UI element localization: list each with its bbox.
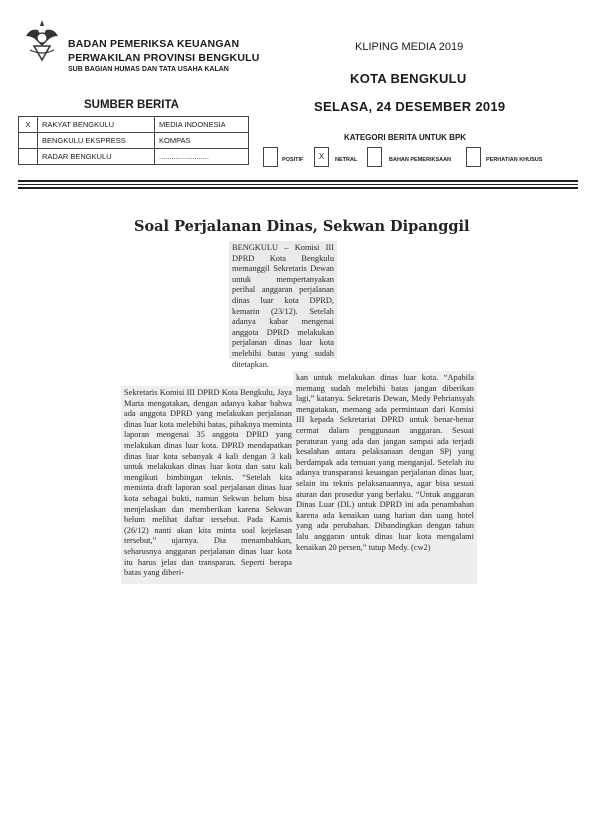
org-name-line1: BADAN PEMERIKSA KEUANGAN <box>68 38 240 50</box>
source-name: ........................ <box>155 149 249 165</box>
source-row <box>19 149 249 165</box>
category-label: PERHATIAN KHUSUS <box>486 157 543 163</box>
category-heading: KATEGORI BERITA UNTUK BPK <box>344 133 467 142</box>
clipping-date: SELASA, 24 DESEMBER 2019 <box>314 99 506 114</box>
article-column-2: kan untuk melakukan dinas luar kota. “Apabila memang sudah melebihi batas jangan diberikan lagi,” katanya. Sekretaris Dewan, Medy Pebriansyah mengatakan, memang ada permintaan dari Komisi III kepada Sekretariat DPRD untuk benar-benar cermat dalam penggunaan anggaran. Sesuai peraturan yang ada dan jangan sampai ada terjadi kesalahan antara pelaksanaan dengan SPj yang berdampak ada temuan yang menganjal. Setelah itu adanya transparansi keuangan perjalanan dinas luar, selain itu teknis pelaksanaannya, agar bisa sesuai aturan dan prosedur yang berlaku. “Untuk anggaran Dinas Luar (DL) untuk DPRD ini ada penambahan karena ada kenaikan uang harian dan uang hotel yang ada perubahan. Dibandingkan dengan tahun lalu anggaran untuk dinas luar kota mengalami kenaikan 20 persen,” tutup Medy. (cw2) <box>293 371 477 584</box>
sources-heading: SUMBER BERITA <box>84 99 179 111</box>
source-name: KOMPAS <box>155 133 249 149</box>
article-headline: Soal Perjalanan Dinas, Sekwan Dipanggil <box>134 218 470 235</box>
header-divider <box>18 184 578 185</box>
category-checkbox: X <box>314 147 329 167</box>
source-mark <box>19 133 38 149</box>
org-name-line3: SUB BAGIAN HUMAS DAN TATA USAHA KALAN <box>68 66 229 73</box>
source-row <box>19 133 249 149</box>
category-label: POSITIF <box>282 157 304 163</box>
kliping-title: KLIPING MEDIA 2019 <box>355 41 464 53</box>
source-name: RAKYAT BENGKULU <box>38 117 155 133</box>
header-divider <box>18 180 578 182</box>
category-checkbox <box>263 147 278 167</box>
category-checkbox <box>466 147 481 167</box>
source-row <box>19 117 249 133</box>
bpk-logo <box>20 16 64 66</box>
source-name: RADAR BENGKULU <box>38 149 155 165</box>
source-name: MEDIA INDONESIA <box>155 117 249 133</box>
article-lead: BENGKULU – Komisi III DPRD Kota Bengkulu memanggil Sekretaris Dewan untuk mempertanyakan perihal anggaran perjalanan dinas luar kota DPRD, kemarin (23/12). Setelah adanya kabar mengenai anggota DPRD melakukan perjalanan dinas luar kota melebihi batas yang sudah ditetapkan. <box>229 241 337 359</box>
category-checkbox <box>367 147 382 167</box>
category-label: BAHAN PEMERIKSAAN <box>389 157 452 163</box>
source-mark <box>19 149 38 165</box>
article-column-1: Sekretaris Komisi III DPRD Kota Bengkulu, Jaya Marta mengatakan, dengan adanya kabar bahwa ada anggota DPRD yang melakukan perjalanan dinas luar kota melebihi batas, pihaknya meminta laporan mengenai 35 anggota DPRD yang melakukan dinas luar kota. DPRD mendapatkan dinas luar kota sebanyak 4 kali dengan 3 kali untuk melakukan dinas luar kota dan satu kali mengikuti bimbingan teknis. “Setelah kita meminta draft laporan soal perjalanan dinas luar kota sebagai bukti, namun Sekwan belum bisa menjelaskan dan memberikan karena Sekwan belum melihat daftar tersebut. Pada Kamis (26/12) nanti akan kita minta soal kejelasan tersebut,” ujarnya. Dia menambahkan, seharusnya anggaran perjalanan dinas luar kota itu harus jelas dan transparan. Seperti berapa batas yang diberi- <box>121 386 295 584</box>
source-name: BENGKULU EKSPRESS <box>38 133 155 149</box>
header-divider <box>18 187 578 189</box>
source-mark: X <box>19 117 38 133</box>
org-name-line2: PERWAKILAN PROVINSI BENGKULU <box>68 52 260 64</box>
sources-table <box>18 116 249 165</box>
region-title: KOTA BENGKULU <box>350 71 467 86</box>
category-label: NETRAL <box>335 157 358 163</box>
